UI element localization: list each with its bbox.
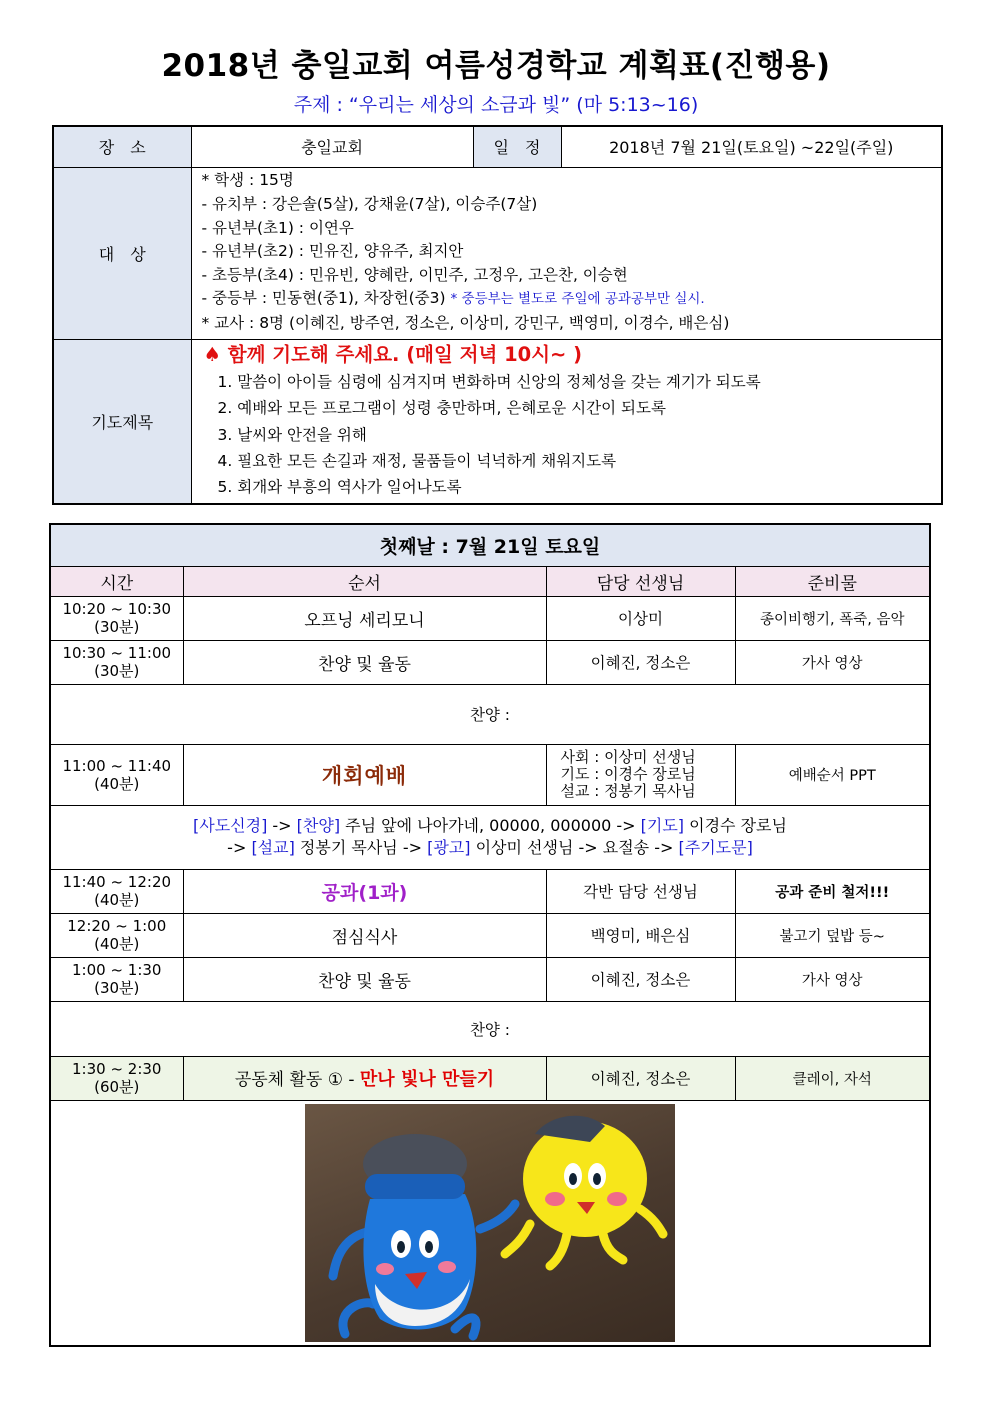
order-cell: 오프닝 세리모니 [183, 596, 546, 640]
target-line-wrap [202, 287, 932, 312]
time-cell: 10:20 ~ 10:30 (30분) [50, 596, 183, 640]
teacher-cell: 백영미, 배은심 [546, 913, 735, 957]
supplies-cell: 클레이, 자석 [735, 1056, 930, 1100]
time-cell: 12:20 ~ 1:00 (40분) [50, 913, 183, 957]
order-cell [183, 744, 546, 805]
order-cell: 공동체 활동 ① - 만나 빛나 만들기 [183, 1056, 546, 1100]
activity-title: 만나 빛나 만들기 [359, 1069, 495, 1090]
prayer-item: 1. 말씀이 아이들 심령에 심겨지며 변화하며 신앙의 정체성을 갖는 계기가 되도록 [217, 372, 761, 391]
time-cell: 11:40 ~ 12:20 (40분) [50, 869, 183, 913]
praise-note: 찬양 : [50, 684, 930, 744]
clay-characters-photo [305, 1104, 675, 1342]
supplies-cell: 예배순서 PPT [735, 744, 930, 805]
day-header: 첫째날 : 7월 21일 토요일 [50, 524, 930, 566]
liturgy-order: [사도신경] -> [찬양] 주님 앞에 나아가네, 00000, 000000 -> [기도] 이경수 장로님 -> [설교] 정봉기 목사님 -> [광고] 이상미 선생님 -> 요절송 -> [주기도문] [50, 805, 930, 869]
table-row [50, 957, 930, 1001]
time-cell: 1:00 ~ 1:30 (30분) [50, 957, 183, 1001]
prayer-item: 4. 필요한 모든 손길과 재정, 물품들이 넉넉하게 채워지도록 [217, 451, 617, 470]
target-line: - 유치부 : 강은솔(5살), 강채윤(7살), 이승주(7살) [201, 195, 538, 214]
table-row [50, 869, 930, 913]
table-row [50, 744, 930, 805]
page-title: 2018년 충일교회 여름성경학교 계획표(진행용) [161, 48, 831, 84]
date-label: 일 정 [473, 126, 561, 167]
time-cell: 10:30 ~ 11:00 (30분) [50, 640, 183, 684]
target-line: * 교사 : 8명 (이혜진, 방주연, 정소은, 이상미, 강민구, 백영미, 이경수, 배은심) [201, 313, 730, 332]
clay-figures-illustration [305, 1104, 675, 1342]
prayer-item: 2. 예배와 모든 프로그램이 성령 충만하며, 은혜로운 시간이 되도록 [217, 399, 666, 418]
col-header-time: 시간 [50, 566, 183, 596]
place-label: 장 소 [53, 126, 191, 167]
photo-row [50, 1100, 930, 1346]
target-line: - 유년부(초1) : 이연우 [201, 218, 354, 237]
theme-subtitle: 주제 : “우리는 세상의 소금과 빛” (마 5:13~16) [293, 94, 699, 116]
photo-cell [50, 1100, 930, 1346]
col-header-order: 순서 [183, 566, 546, 596]
order-cell: 찬양 및 율동 [183, 640, 546, 684]
prayer-label: 기도제목 [53, 339, 191, 504]
order-cell: 점심식사 [183, 913, 546, 957]
table-row [50, 1056, 930, 1100]
teacher-cell: 이혜진, 정소은 [546, 957, 735, 1001]
supplies-cell: 불고기 덮밥 등~ [735, 913, 930, 957]
schedule-table [49, 523, 931, 1347]
supplies-cell: 종이비행기, 폭죽, 음악 [735, 596, 930, 640]
opening-worship-title: 개회예배 [321, 763, 408, 788]
supplies-cell: 공과 준비 철저!!! [735, 869, 930, 913]
teacher-cell: 각반 담당 선생님 [546, 869, 735, 913]
table-row [50, 913, 930, 957]
target-note: * 중등부는 별도로 주일에 공과공부만 실시. [450, 291, 705, 308]
col-header-teacher: 담당 선생님 [546, 566, 735, 596]
prayer-list [191, 339, 942, 504]
target-line: * 학생 : 15명 [201, 171, 294, 190]
teacher-cell: 이혜진, 정소은 [546, 1056, 735, 1100]
teacher-cell: 이혜진, 정소은 [546, 640, 735, 684]
order-cell [183, 869, 546, 913]
salt-character [333, 1134, 515, 1336]
target-list [191, 167, 942, 339]
col-header-supplies: 준비물 [735, 566, 930, 596]
target-label: 대 상 [53, 167, 191, 339]
target-line: - 초등부(초4) : 민유빈, 양혜란, 이민주, 고정우, 고은찬, 이승현 [201, 265, 628, 284]
praise-row [50, 1001, 930, 1056]
lesson-title: 공과(1과) [321, 881, 408, 904]
teacher-cell: 이상미 [546, 596, 735, 640]
table-row [50, 640, 930, 684]
place-value: 충일교회 [191, 126, 473, 167]
prayer-heading: ♠ 함께 기도해 주세요. (매일 저녁 10시~ ) [203, 342, 583, 366]
time-cell: 1:30 ~ 2:30 (60분) [50, 1056, 183, 1100]
teacher-cell: 사회 : 이상미 선생님 기도 : 이경수 장로님 설교 : 정봉기 목사님 [546, 744, 735, 805]
table-row [50, 596, 930, 640]
date-value: 2018년 7월 21일(토요일) ~22일(주일) [561, 126, 942, 167]
liturgy-row [50, 805, 930, 869]
praise-row [50, 684, 930, 744]
info-table [52, 125, 943, 505]
time-cell: 11:00 ~ 11:40 (40분) [50, 744, 183, 805]
supplies-cell: 가사 영상 [735, 957, 930, 1001]
light-character [505, 1115, 663, 1265]
praise-note: 찬양 : [50, 1001, 930, 1056]
order-cell: 찬양 및 율동 [183, 957, 546, 1001]
prayer-item: 5. 회개와 부흥의 역사가 일어나도록 [217, 478, 462, 497]
supplies-cell: 가사 영상 [735, 640, 930, 684]
target-line: - 유년부(초2) : 민유진, 양유주, 최지안 [201, 242, 464, 261]
prayer-item: 3. 날씨와 안전을 위해 [217, 425, 367, 444]
target-line: - 중등부 : 민동현(중1), 차장헌(중3) [201, 289, 446, 308]
